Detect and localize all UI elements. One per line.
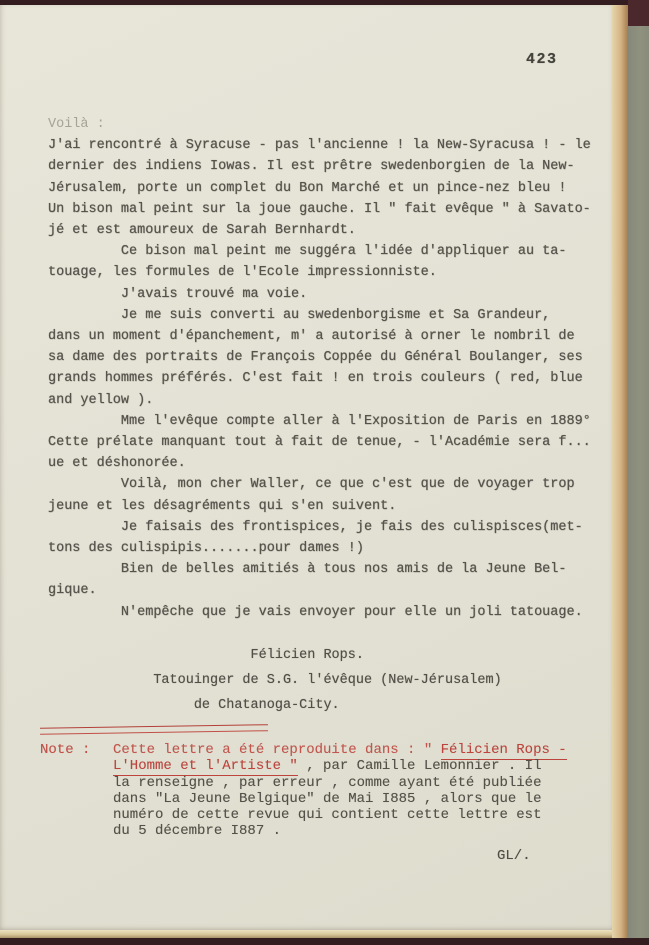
letter-line: Je me suis converti au swedenborgisme et Sa Grandeur, (48, 307, 551, 323)
signature-line: de Chatanoga-City. (48, 698, 340, 713)
letter-line: sa dame des portraits de François Coppée du Général Boulanger, ses (48, 350, 583, 366)
letter-line: Cette prélate manquant tout à fait de tenue, - l'Académie sera f... (48, 435, 591, 451)
page-bottom-edge (0, 930, 628, 938)
letter-line: N'empêche que je vais envoyer pour elle un joli tatouage. (48, 604, 583, 620)
note-line: numéro de cette revue qui contient cette lettre est (113, 807, 542, 824)
page-number: 423 (526, 51, 558, 68)
note-line: dans "La Jeune Belgique" de Mai I885 , alors que le (113, 790, 542, 807)
binding-corner (628, 0, 649, 26)
letter-line: Voilà, mon cher Waller, ce que c'est que de voyager trop (48, 477, 575, 493)
letter-line: J'avais trouvé ma voie. (48, 286, 308, 302)
letter-line: J'ai rencontré à Syracuse - pas l'ancienne ! la New-Syracusa ! - le (48, 138, 591, 154)
letter-line: dernier des indiens Iowas. Il est prêtre swedenborgien de la New- (48, 159, 575, 175)
signature-line: Tatouinger de S.G. l'évêque (New-Jérusalem) (48, 673, 502, 688)
letter-line: Bien de belles amitiés à tous nos amis de la Jeune Bel- (48, 562, 567, 578)
letter-body (48, 114, 591, 623)
letter-line: jé et est amoureux de Sarah Bernhardt. (48, 223, 356, 239)
note-text: , par Camille Lemonnier . Il (297, 758, 542, 775)
note-text-red: Cette lettre a été reproduite dans : " (113, 742, 441, 758)
note-line (113, 758, 580, 774)
letter-line: touage, les formules de l'Ecole impressionniste. (48, 265, 437, 281)
letter-line: and yellow ). (48, 392, 154, 408)
letter-line: Jérusalem, porte un complet du Bon Marché et un pince-nez bleu ! (48, 180, 567, 196)
note-line (113, 742, 580, 758)
book-cover-edge (628, 26, 649, 938)
letter-line: grands hommes préférés. C'est fait ! en trois couleurs ( red, blue (48, 371, 583, 387)
note-body (113, 742, 580, 864)
letter-line: Un bison mal peint sur la joue gauche. Il " fait evêque " à Savato- (48, 201, 591, 217)
note-block (40, 742, 580, 864)
letter-line: gique. (48, 583, 97, 599)
typist-initials: GL/. (497, 847, 531, 864)
letter-line: jeune et les désagréments qui s'en suivent. (48, 498, 397, 514)
letter-line: Je faisais des frontispices, je fais des culispisces(met- (48, 519, 583, 535)
letter-line: Mme l'evêque compte aller à l'Exposition de Paris en 1889° (48, 413, 591, 429)
signature-block (48, 643, 502, 718)
note-black-lines (113, 775, 580, 840)
book-fore-edge (612, 5, 628, 938)
note-book-title-part2: L'Homme et l'Artiste " (113, 758, 298, 775)
note-line: du 5 décembre I887 . (113, 823, 282, 840)
letter-line: Ce bison mal peint me suggéra l'idée d'appliquer au ta- (48, 244, 567, 260)
typescript-page (0, 5, 614, 930)
signature-line: Félicien Rops. (48, 648, 364, 663)
note-book-title-part1: Félicien Rops - (440, 742, 567, 758)
note-line: la renseigne , par erreur , comme ayant été publiée (113, 774, 542, 791)
letter-line: ue et déshonorée. (48, 456, 186, 472)
note-separator-line (40, 724, 268, 735)
letter-line: Voilà : (48, 117, 105, 132)
letter-line: dans un moment d'épanchement, m' a autorisé à orner le nombril de (48, 329, 575, 345)
letter-line: tons des culispipis.......pour dames !) (48, 541, 364, 557)
note-label: Note : (40, 742, 91, 758)
